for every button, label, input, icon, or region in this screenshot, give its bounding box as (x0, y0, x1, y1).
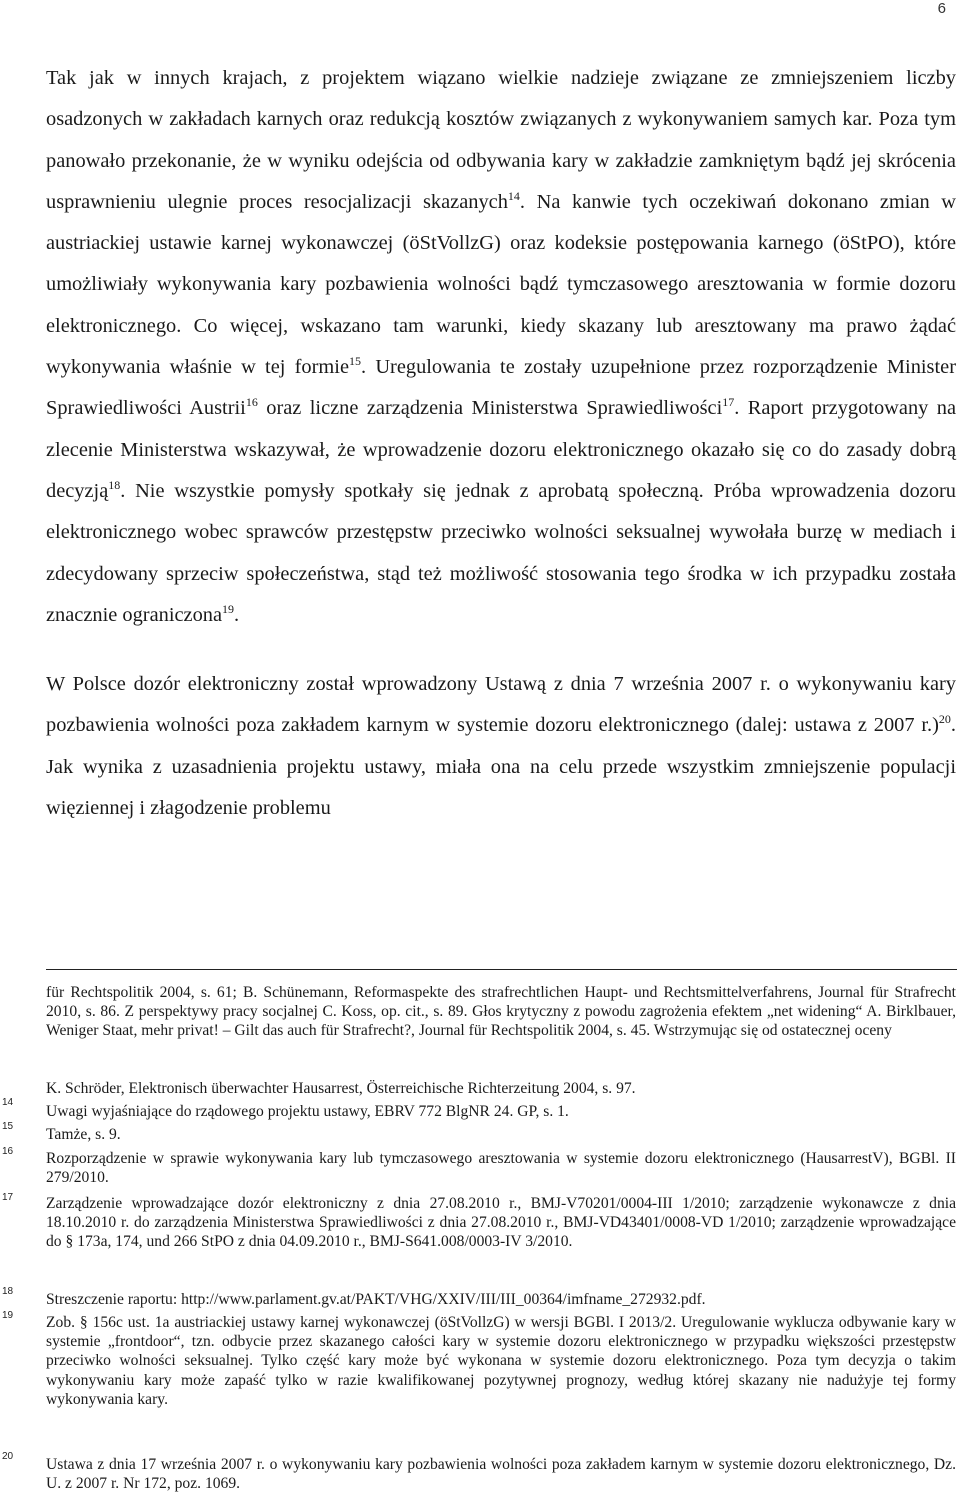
footnote-number: 14 (2, 1097, 14, 1108)
footnote-number: 18 (2, 1286, 14, 1297)
paragraph-1: Tak jak w innych krajach, z projektem wiązano wielkie nadzieje związane ze zmniejszeniem liczby osadzonych w zakładach karnych oraz redukcją kosztów związanych z wykonywaniem samych kar. Poza tym panowało przekonanie, że w wyniku odejścia od odbywania kary w zakładzie zamkniętym bądź jej skrócenia usprawnieniu ulegnie proces resocjalizacji skazanych$^{14}$. Na kanwie tych oczekiwań dokonano zmian w austriackiej ustawie karnej wykonawczej (öStVollzG) oraz kodeksie postępowania karnego (öStPO), które umożliwiały wykonywania kary pozbawienia wolności bądź tymczasowego aresztowania w formie dozoru elektronicznego. Co więcej, wskazano tam warunki, kiedy skazany lub aresztowany ma prawo żądać wykonywania właśnie w tej formie$^{15}$. Uregulowania te zostały uzupełnione przez rozporządzenie Minister Sprawiedliwości Austrii$^{16}$ oraz liczne zarządzenia Ministerstwa Sprawiedliwości$^{17}$. Raport przygotowany na zlecenie Ministerstwa wskazywał, że wprowadzenie dozoru elektronicznego okazało się co do zasady dobrą decyzją$^{18}$. Nie wszystkie pomysły spotkały się jednak z aprobatą społeczną. Próba wprowadzenia dozoru elektronicznego wobec sprawców przestępstw przeciwko wolności seksualnej wywołała burzę w mediach i zdecydowany sprzeciw społeczeństwa, stąd też możliwość stosowania tego środka w ich przypadku została znacznie ograniczona$^{19}$. (46, 67, 956, 626)
footnote-number: 17 (2, 1192, 14, 1203)
paragraph-2: W Polsce dozór elektroniczny został wprowadzony Ustawą z dnia 7 września 2007 r. o wykonywaniu kary pozbawienia wolności poza zakładem karnym w systemie dozoru elektronicznego (dalej: ustawa z 2007 r.)$^{20}$. Jak wynika z uzasadnienia projektu ustawy, miała ona na celu przede wszystkim zmniejszenie populacji więziennej i złagodzenie problemu (46, 673, 956, 820)
footnote-ref[interactable]: 15 (349, 354, 361, 369)
footnote-ref[interactable]: 19 (222, 602, 235, 617)
footnote-ref[interactable]: 16 (245, 395, 258, 410)
footnote-20: Zob. § 156c ust. 1a austriackiej ustawy karnej wykonawczej (öStVollzG) w wersji BGBl. I 2013/2. Uregulowanie wyklucza odbywanie kary w systemie „frontdoor“, tzn. odbycie przez skazanego całości kary w systemie dozoru elektronicznego w przypadku większości przestępstw przeciwko wolności seksualnej. Tylko część kary może być wykonana w systemie dozoru elektronicznego. Poza tym decyzja o takim wykonywaniu kary może zapaść tylko w razie kwalifikowanej pozytywnej prognozy, według której skazany nie nadużyje tej formy wykonywania kary. (46, 1314, 956, 1408)
footnote-15: Uwagi wyjaśniające do rządowego projektu ustawy, EBRV 772 BlgNR 24. GP, s. 1. (46, 1103, 569, 1120)
footnote-number: 19 (2, 1310, 14, 1321)
footnote-ref[interactable]: 18 (108, 478, 121, 493)
footnote-14: K. Schröder, Elektronisch überwachter Hausarrest, Österreichische Richterzeitung 2004, s. 97. (46, 1080, 636, 1097)
footnote-number: 15 (2, 1121, 14, 1132)
footnote-ref[interactable]: 14 (507, 189, 520, 204)
footnote-number: 20 (2, 1451, 14, 1462)
footnote-18: Zarządzenie wprowadzające dozór elektroniczny z dnia 27.08.2010 r., BMJ-V70201/0004-III 1/2010; zarządzenie wykonawcze z dnia 18.10.2010 r. do zarządzenia Ministerstwa Sprawiedliwości z dnia 27.08.2010 r., BMJ-VD43401/0008-VD 1/2010; zarządzenie wprowadzające do § 173a, 174, und 266 StPO z dnia 04.09.2010 r., BMJ-S641.008/0003-IV 3/2010. (46, 1195, 956, 1251)
page-number: 6 (937, 0, 946, 17)
footnote-ref[interactable]: 20 (938, 712, 951, 727)
footnote-17: Rozporządzenie w sprawie wykonywania kary lub tymczasowego aresztowania w systemie dozoru elektronicznego (HausarrestV), BGBl. II 279/2010. (46, 1150, 956, 1187)
footnote-19: Streszczenie raportu: http://www.parlament.gv.at/PAKT/VHG/XXIV/III/III_00364/imfname_272932.pdf. (46, 1291, 706, 1308)
footnote-21: Ustawa z dnia 17 września 2007 r. o wykonywaniu kary pozbawienia wolności poza zakładem karnym w systemie dozoru elektronicznego, Dz. U. z 2007 r. Nr 172, poz. 1069. (46, 1456, 956, 1493)
footnote-ref[interactable]: 17 (722, 395, 735, 410)
footnote-separator (46, 969, 957, 970)
footnote-16: Tamże, s. 9. (46, 1126, 121, 1143)
main-text (46, 58, 956, 829)
footnote-continuation: für Rechtspolitik 2004, s. 61; B. Schünemann, Reformaspekte des strafrechtlichen Haupt- und Rechtsmittelverfahrens, Journal für Strafrecht 2010, s. 86. Z perspektywy pracy socjalnej C. Koss, op. cit., s. 89. Głos krytyczny z powodu zagrożenia efektem „net widening“ A. Birklbauer, Weniger Staat, mehr privat! – Gilt das auch für Strafrecht?, Journal für Rechtspolitik 2004, s. 45. Wstrzymując się od ostatecznej oceny (46, 984, 956, 1040)
footnote-number: 16 (2, 1146, 14, 1157)
